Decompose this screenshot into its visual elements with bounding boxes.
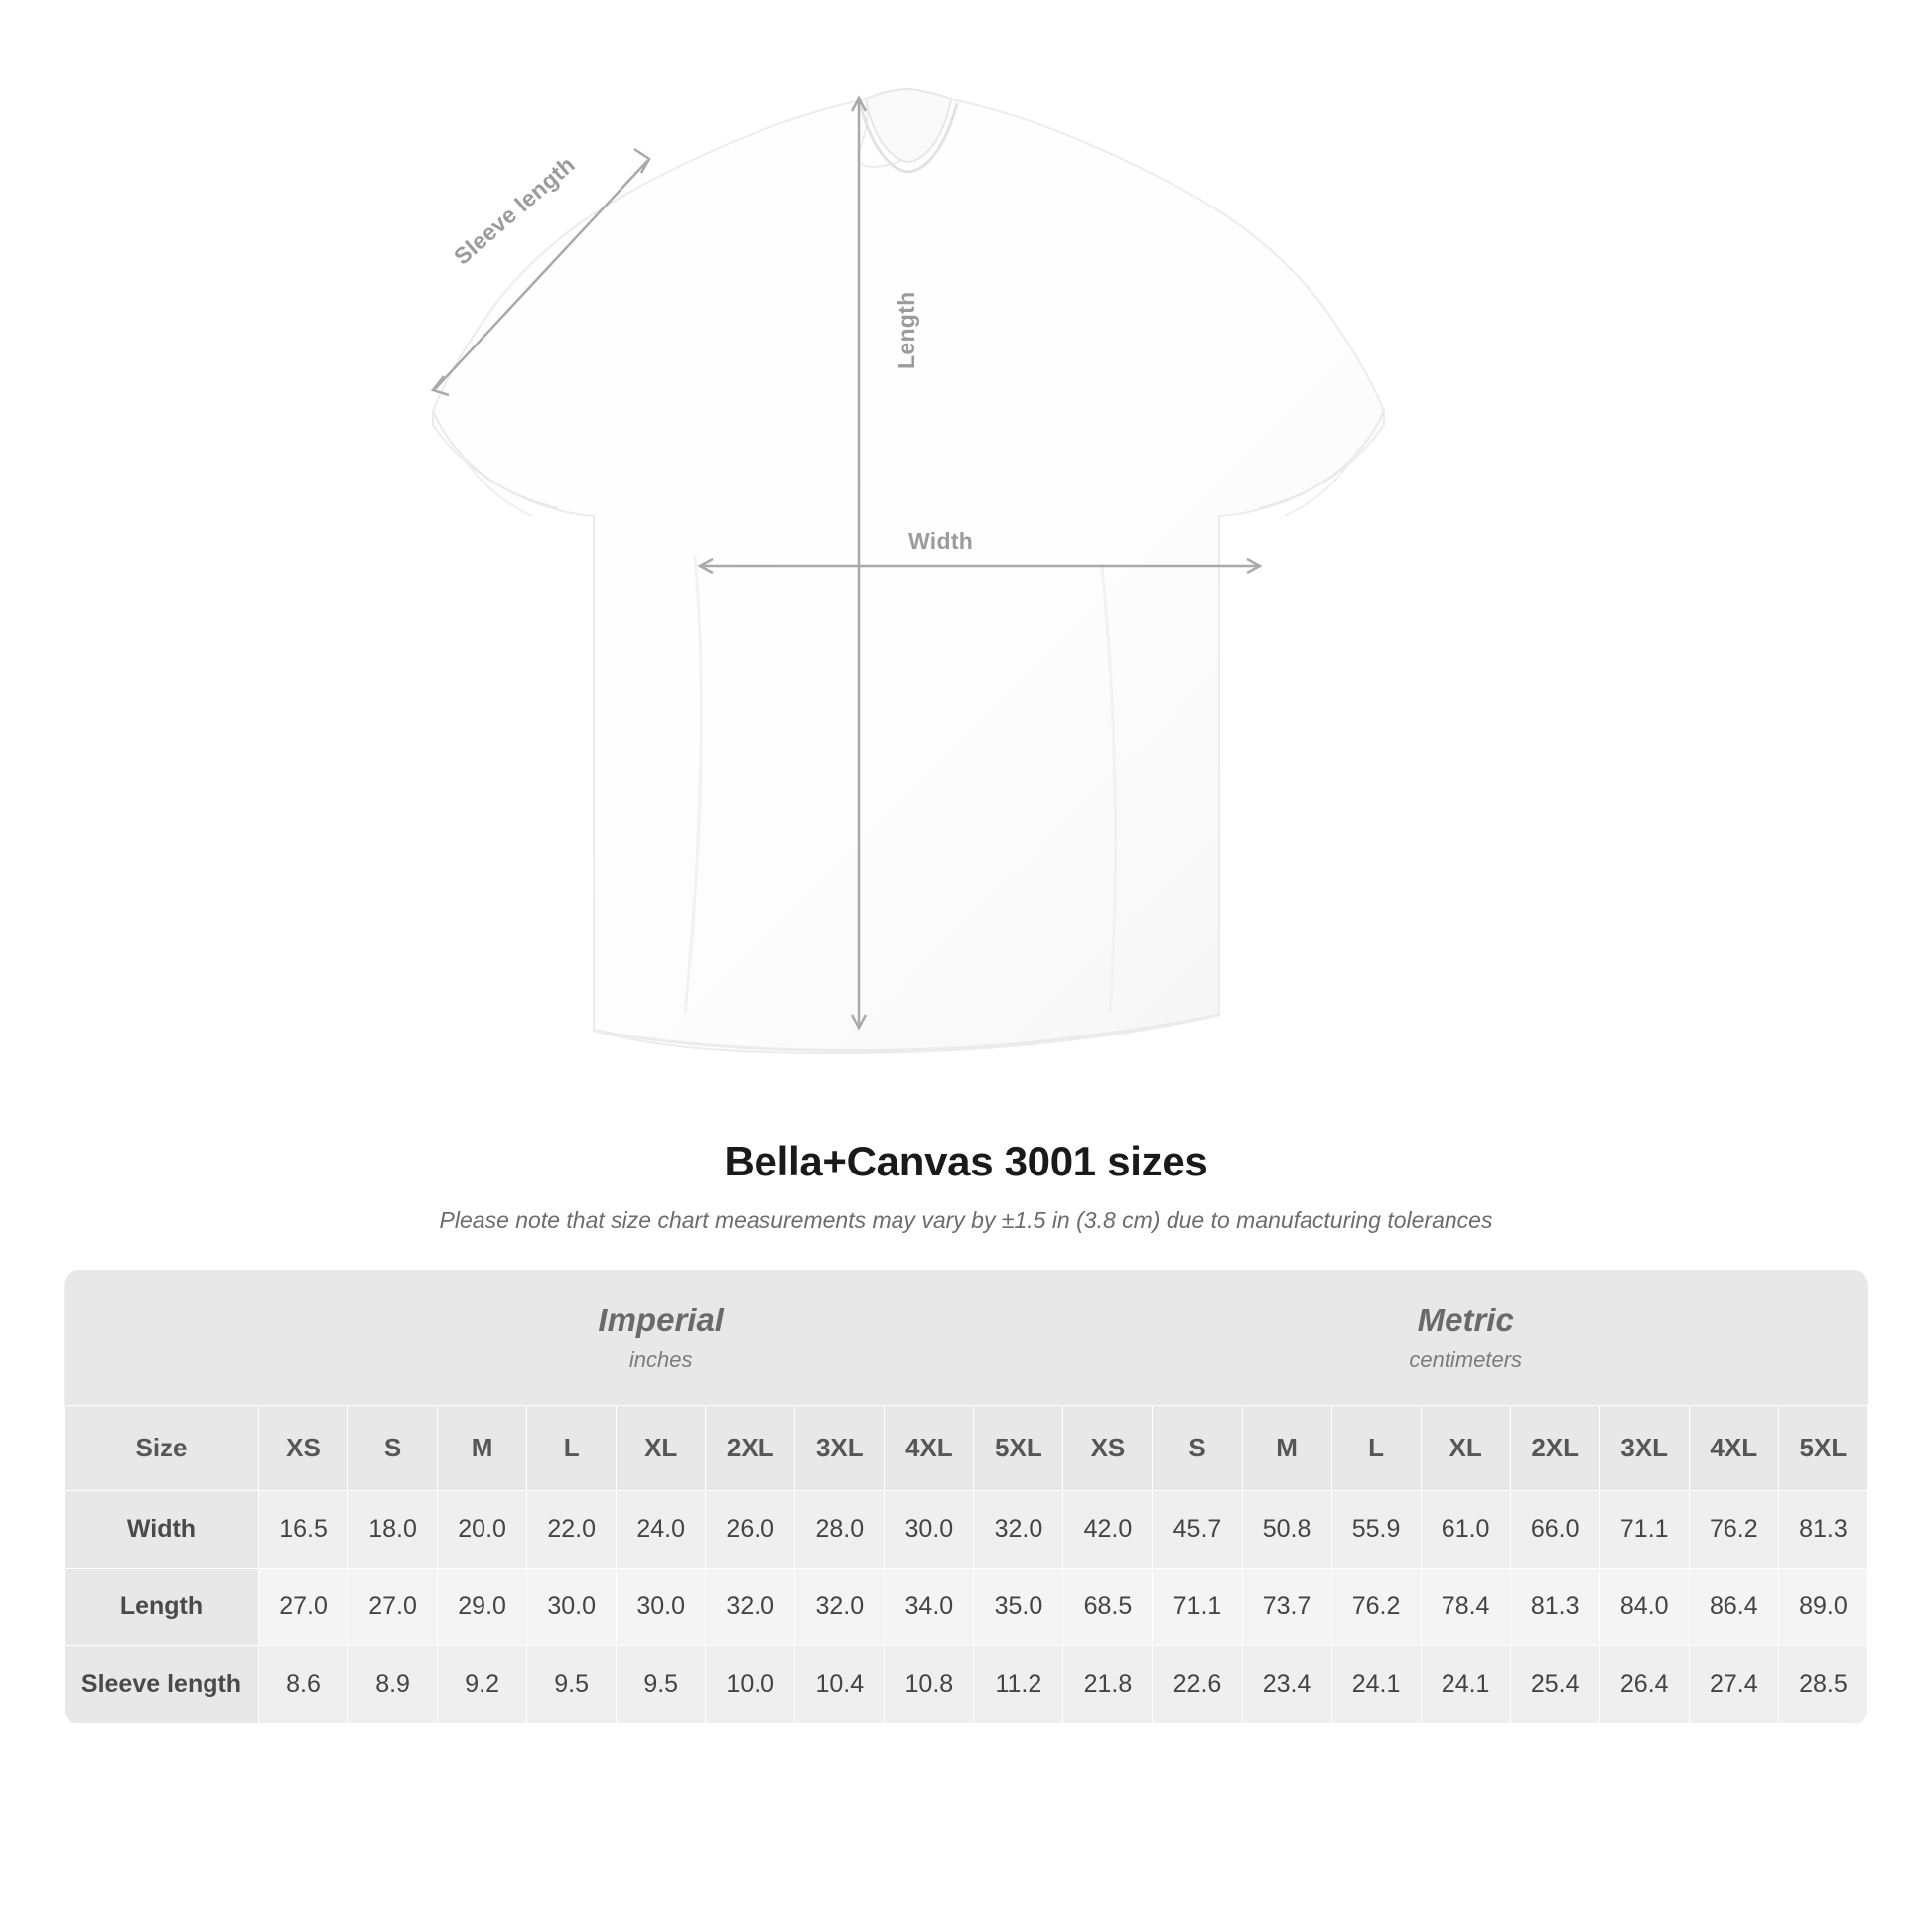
cell-width-imperial-xl: 24.0 bbox=[617, 1490, 706, 1568]
cell-width-metric-xl: 61.0 bbox=[1421, 1490, 1510, 1568]
size-header-imperial-xl: XL bbox=[617, 1405, 706, 1490]
cell-sleeve-metric-5xl: 28.5 bbox=[1778, 1645, 1867, 1723]
cell-width-imperial-2xl: 26.0 bbox=[706, 1490, 795, 1568]
size-header-metric-s: S bbox=[1153, 1405, 1242, 1490]
cell-length-metric-5xl: 89.0 bbox=[1778, 1568, 1867, 1645]
sleeve-length-label: Sleeve length bbox=[449, 151, 580, 270]
cell-width-imperial-m: 20.0 bbox=[438, 1490, 527, 1568]
cell-sleeve-metric-4xl: 27.4 bbox=[1689, 1645, 1778, 1723]
size-header-imperial-3xl: 3XL bbox=[795, 1405, 885, 1490]
unit-group-imperial bbox=[259, 1270, 1063, 1405]
cell-length-imperial-2xl: 32.0 bbox=[706, 1568, 795, 1645]
size-header-imperial-5xl: 5XL bbox=[974, 1405, 1063, 1490]
page-title: Bella+Canvas 3001 sizes bbox=[724, 1138, 1208, 1184]
cell-sleeve-imperial-l: 9.5 bbox=[527, 1645, 617, 1723]
cell-sleeve-metric-xs: 21.8 bbox=[1063, 1645, 1153, 1723]
table-row bbox=[65, 1568, 1868, 1645]
size-header-imperial-xs: XS bbox=[259, 1405, 348, 1490]
unit-header-row bbox=[65, 1270, 1868, 1405]
cell-width-metric-l: 55.9 bbox=[1331, 1490, 1421, 1568]
cell-length-imperial-xl: 30.0 bbox=[617, 1568, 706, 1645]
cell-sleeve-imperial-4xl: 10.8 bbox=[885, 1645, 974, 1723]
cell-width-imperial-s: 18.0 bbox=[348, 1490, 438, 1568]
cell-sleeve-metric-2xl: 25.4 bbox=[1510, 1645, 1599, 1723]
unit-group-metric bbox=[1063, 1270, 1868, 1405]
size-header-imperial-4xl: 4XL bbox=[885, 1405, 974, 1490]
cell-width-metric-s: 45.7 bbox=[1153, 1490, 1242, 1568]
size-header-imperial-l: L bbox=[527, 1405, 617, 1490]
cell-length-metric-l: 76.2 bbox=[1331, 1568, 1421, 1645]
cell-width-imperial-xs: 16.5 bbox=[259, 1490, 348, 1568]
size-header-imperial-2xl: 2XL bbox=[706, 1405, 795, 1490]
title-block bbox=[0, 1138, 1932, 1234]
table-row bbox=[65, 1490, 1868, 1568]
table-corner bbox=[65, 1270, 259, 1405]
cell-sleeve-imperial-m: 9.2 bbox=[438, 1645, 527, 1723]
length-label: Length bbox=[894, 291, 919, 369]
cell-width-imperial-5xl: 32.0 bbox=[974, 1490, 1063, 1568]
size-header-metric-2xl: 2XL bbox=[1510, 1405, 1599, 1490]
cell-length-metric-m: 73.7 bbox=[1242, 1568, 1331, 1645]
size-header-metric-3xl: 3XL bbox=[1599, 1405, 1689, 1490]
cell-width-metric-m: 50.8 bbox=[1242, 1490, 1331, 1568]
cell-length-metric-xl: 78.4 bbox=[1421, 1568, 1510, 1645]
table-row bbox=[65, 1645, 1868, 1723]
size-header-metric-m: M bbox=[1242, 1405, 1331, 1490]
cell-length-metric-4xl: 86.4 bbox=[1689, 1568, 1778, 1645]
cell-sleeve-imperial-xl: 9.5 bbox=[617, 1645, 706, 1723]
cell-sleeve-imperial-5xl: 11.2 bbox=[974, 1645, 1063, 1723]
size-header-imperial-s: S bbox=[348, 1405, 438, 1490]
cell-width-metric-4xl: 76.2 bbox=[1689, 1490, 1778, 1568]
cell-sleeve-imperial-2xl: 10.0 bbox=[706, 1645, 795, 1723]
cell-length-metric-3xl: 84.0 bbox=[1599, 1568, 1689, 1645]
size-header-label: Size bbox=[65, 1405, 259, 1490]
cell-sleeve-metric-s: 22.6 bbox=[1153, 1645, 1242, 1723]
cell-length-imperial-3xl: 32.0 bbox=[795, 1568, 885, 1645]
cell-width-metric-2xl: 66.0 bbox=[1510, 1490, 1599, 1568]
size-header-imperial-m: M bbox=[438, 1405, 527, 1490]
unit-group-imperial-sub: inches bbox=[628, 1346, 693, 1372]
row-label-width: Width bbox=[65, 1490, 259, 1568]
cell-length-imperial-l: 30.0 bbox=[527, 1568, 617, 1645]
unit-group-imperial-name: Imperial bbox=[598, 1301, 724, 1338]
size-header-metric-5xl: 5XL bbox=[1778, 1405, 1867, 1490]
cell-sleeve-metric-l: 24.1 bbox=[1331, 1645, 1421, 1723]
cell-width-metric-xs: 42.0 bbox=[1063, 1490, 1153, 1568]
row-label-length: Length bbox=[65, 1568, 259, 1645]
width-label: Width bbox=[908, 528, 974, 554]
cell-sleeve-imperial-s: 8.9 bbox=[348, 1645, 438, 1723]
size-header-metric-xs: XS bbox=[1063, 1405, 1153, 1490]
cell-width-metric-5xl: 81.3 bbox=[1778, 1490, 1867, 1568]
size-header-metric-l: L bbox=[1331, 1405, 1421, 1490]
cell-length-imperial-5xl: 35.0 bbox=[974, 1568, 1063, 1645]
cell-sleeve-metric-3xl: 26.4 bbox=[1599, 1645, 1689, 1723]
cell-length-imperial-s: 27.0 bbox=[348, 1568, 438, 1645]
cell-length-imperial-m: 29.0 bbox=[438, 1568, 527, 1645]
size-table bbox=[64, 1270, 1868, 1724]
cell-width-imperial-3xl: 28.0 bbox=[795, 1490, 885, 1568]
cell-sleeve-imperial-3xl: 10.4 bbox=[795, 1645, 885, 1723]
size-header-row bbox=[65, 1405, 1868, 1490]
cell-length-metric-xs: 68.5 bbox=[1063, 1568, 1153, 1645]
size-table-wrapper bbox=[64, 1270, 1868, 1724]
tolerance-note: Please note that size chart measurements may vary by ±1.5 in (3.8 cm) due to manufacturing tolerances bbox=[439, 1207, 1493, 1233]
size-header-metric-4xl: 4XL bbox=[1689, 1405, 1778, 1490]
unit-group-metric-name: Metric bbox=[1417, 1301, 1514, 1338]
cell-sleeve-imperial-xs: 8.6 bbox=[259, 1645, 348, 1723]
cell-width-metric-3xl: 71.1 bbox=[1599, 1490, 1689, 1568]
row-label-sleeve-length: Sleeve length bbox=[65, 1645, 259, 1723]
cell-length-imperial-xs: 27.0 bbox=[259, 1568, 348, 1645]
cell-length-metric-2xl: 81.3 bbox=[1510, 1568, 1599, 1645]
unit-group-metric-sub: centimeters bbox=[1409, 1346, 1523, 1372]
cell-width-imperial-l: 22.0 bbox=[527, 1490, 617, 1568]
cell-width-imperial-4xl: 30.0 bbox=[885, 1490, 974, 1568]
cell-length-metric-s: 71.1 bbox=[1153, 1568, 1242, 1645]
cell-length-imperial-4xl: 34.0 bbox=[885, 1568, 974, 1645]
size-header-metric-xl: XL bbox=[1421, 1405, 1510, 1490]
cell-sleeve-metric-m: 23.4 bbox=[1242, 1645, 1331, 1723]
cell-sleeve-metric-xl: 24.1 bbox=[1421, 1645, 1510, 1723]
